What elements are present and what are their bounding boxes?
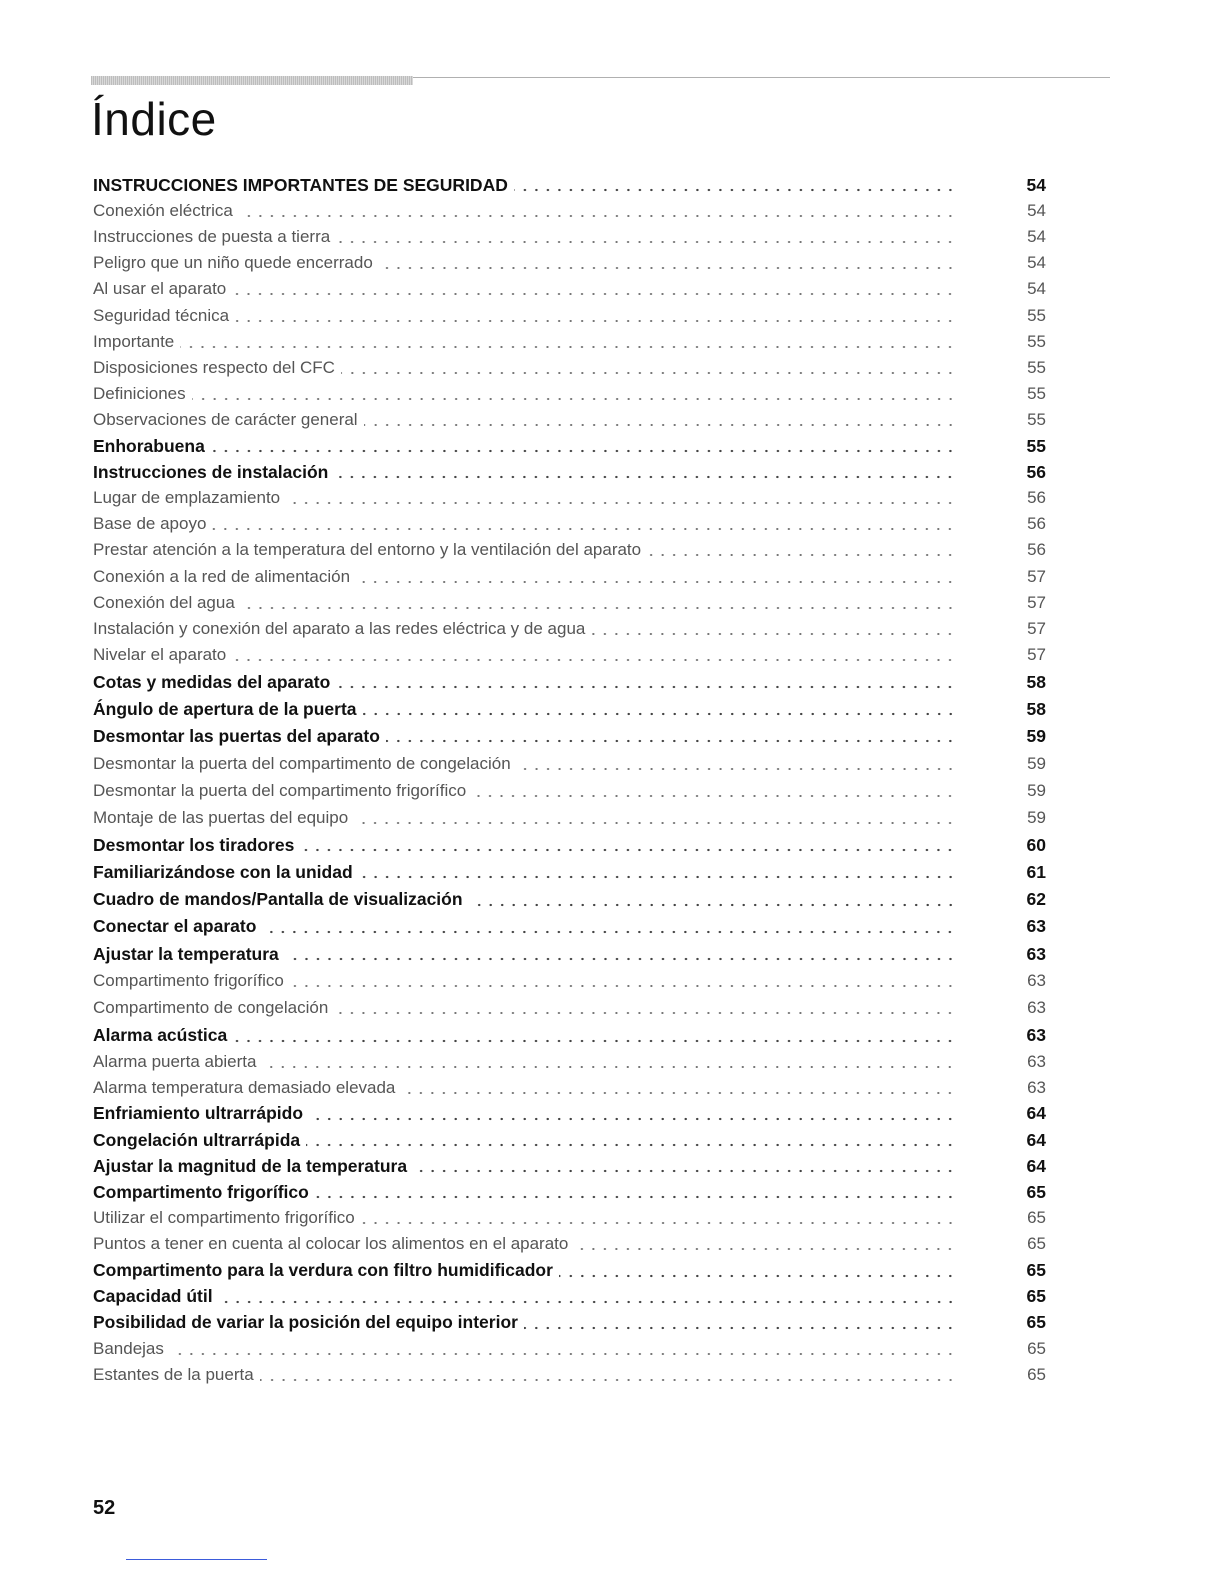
toc-entry[interactable]: [93, 832, 1046, 858]
toc-entry[interactable]: [93, 303, 1046, 329]
toc-dot-leader: [472, 794, 956, 798]
toc-entry[interactable]: [93, 407, 1046, 433]
toc-entry[interactable]: [93, 1049, 1046, 1075]
toc-entry[interactable]: [93, 696, 1046, 722]
toc-entry[interactable]: [93, 511, 1046, 537]
toc-entry-label: Conexión del agua: [93, 592, 235, 612]
toc-entry[interactable]: [93, 537, 1046, 563]
toc-entry[interactable]: [93, 669, 1046, 695]
toc-entry[interactable]: [93, 751, 1046, 777]
toc-entry-page: 63: [1027, 971, 1046, 991]
toc-entry[interactable]: [93, 1258, 1046, 1284]
toc-entry-label: Nivelar el aparato: [93, 644, 227, 664]
toc-entry[interactable]: [93, 381, 1046, 407]
toc-dot-leader: [232, 658, 956, 662]
toc-dot-leader: [290, 984, 956, 988]
toc-entry[interactable]: [93, 995, 1046, 1021]
toc-dot-leader: [341, 371, 956, 375]
toc-entry-page: 65: [1027, 1234, 1046, 1254]
toc-entry-label: Instrucciones de puesta a tierra: [93, 227, 331, 247]
toc-dot-leader: [524, 1326, 956, 1330]
toc-entry-label: Compartimento de congelación: [93, 998, 329, 1018]
toc-entry[interactable]: [93, 914, 1046, 940]
bottom-divider: [126, 1559, 267, 1560]
toc-dot-leader: [334, 1011, 956, 1015]
toc-entry-label: Enfriamiento ultrarrápido: [93, 1103, 304, 1124]
toc-entry-label: Compartimento frigorífico: [93, 1181, 309, 1202]
toc-entry-label: Conectar el aparato: [93, 916, 257, 937]
toc-entry-page: 61: [1026, 861, 1046, 882]
toc-entry-label: Definiciones: [93, 383, 186, 403]
toc-entry-page: 55: [1027, 305, 1046, 325]
toc-entry-page: 58: [1026, 671, 1046, 692]
toc-entry-label: Base de apoyo: [93, 514, 207, 534]
toc-entry-label: Compartimento para la verdura con filtro humidificador: [93, 1260, 553, 1280]
toc-dot-leader: [180, 345, 956, 349]
header-rule: [413, 77, 1110, 78]
toc-dot-leader: [211, 449, 956, 453]
toc-dot-leader: [219, 1300, 956, 1304]
toc-entry-page: 59: [1027, 753, 1046, 773]
toc-dot-leader: [235, 319, 956, 323]
toc-entry-label: Conexión a la red de alimentación: [93, 566, 351, 586]
toc-entry[interactable]: [93, 459, 1046, 485]
toc-entry-label: Seguridad técnica: [93, 305, 230, 325]
toc-entry-page: 65: [1027, 1364, 1046, 1384]
toc-entry-label: INSTRUCCIONES IMPORTANTES DE SEGURIDAD: [93, 174, 508, 195]
toc-entry[interactable]: [93, 1362, 1046, 1388]
toc-entry[interactable]: [93, 1231, 1046, 1257]
toc-entry-label: Enhorabuena: [93, 435, 205, 456]
toc-entry[interactable]: [93, 642, 1046, 668]
toc-entry-page: 64: [1026, 1129, 1046, 1150]
toc-entry-label: Desmontar las puertas del aparato: [93, 725, 380, 746]
toc-entry-label: Alarma puerta abierta: [93, 1051, 257, 1071]
toc-entry-page: 63: [1026, 1025, 1046, 1046]
toc-entry[interactable]: [93, 485, 1046, 511]
toc-dot-leader: [574, 1247, 956, 1251]
toc-dot-leader: [401, 1091, 956, 1095]
toc-dot-leader: [285, 957, 956, 961]
toc-dot-leader: [336, 685, 956, 689]
toc-entry-label: Estantes de la puerta: [93, 1364, 254, 1384]
toc-dot-leader: [356, 580, 956, 584]
toc-dot-leader: [361, 1221, 956, 1225]
toc-entry-page: 57: [1027, 566, 1046, 586]
toc-entry-page: 65: [1026, 1181, 1046, 1202]
toc-entry-page: 56: [1027, 514, 1046, 534]
toc-entry-label: Conexión eléctrica: [93, 201, 233, 221]
toc-entry-label: Puntos a tener en cuenta al colocar los alimentos en el aparato: [93, 1234, 569, 1254]
toc-dot-leader: [336, 240, 956, 244]
toc-entry-label: Desmontar los tiradores: [93, 834, 295, 855]
toc-dot-leader: [306, 1143, 956, 1147]
toc-dot-leader: [469, 903, 956, 907]
toc-entry-page: 57: [1027, 592, 1046, 612]
toc-entry-label: Importante: [93, 331, 175, 351]
toc-entry[interactable]: [93, 1153, 1046, 1179]
toc-dot-leader: [232, 292, 956, 296]
toc-dot-leader: [559, 1274, 956, 1278]
toc-entry[interactable]: [93, 564, 1046, 590]
toc-entry-page: 56: [1027, 540, 1046, 560]
toc-entry[interactable]: [93, 1023, 1046, 1049]
toc-dot-leader: [309, 1117, 956, 1121]
toc-dot-leader: [170, 1352, 956, 1356]
toc-entry[interactable]: [93, 355, 1046, 381]
toc-entry-label: Ángulo de apertura de la puerta: [93, 698, 357, 719]
toc-entry-page: 54: [1027, 201, 1046, 221]
toc-entry[interactable]: [93, 941, 1046, 967]
toc-entry[interactable]: [93, 887, 1046, 913]
toc-entry[interactable]: [93, 1336, 1046, 1362]
toc-entry-page: 65: [1026, 1286, 1046, 1307]
toc-entry-page: 56: [1027, 488, 1046, 508]
toc-entry-label: Capacidad útil: [93, 1286, 213, 1307]
toc-dot-leader: [517, 767, 956, 771]
toc-dot-leader: [591, 632, 956, 636]
toc-entry[interactable]: [93, 1127, 1046, 1153]
toc-entry-page: 65: [1026, 1312, 1046, 1333]
toc-entry-label: Alarma temperatura demasiado elevada: [93, 1077, 396, 1097]
toc-entry-label: Alarma acústica: [93, 1025, 228, 1046]
toc-entry[interactable]: [93, 590, 1046, 616]
toc-entry-label: Familiarizándose con la unidad: [93, 861, 353, 882]
toc-dot-leader: [359, 875, 956, 879]
toc-entry[interactable]: [93, 1310, 1046, 1336]
toc-entry-page: 55: [1027, 383, 1046, 403]
toc-dot-leader: [386, 739, 956, 743]
toc-entry-page: 54: [1027, 227, 1046, 247]
toc-dot-leader: [262, 1065, 956, 1069]
toc-entry-label: Prestar atención a la temperatura del entorno y la ventilación del aparato: [93, 540, 642, 560]
toc-entry-label: Ajustar la temperatura: [93, 943, 279, 964]
toc-entry-label: Compartimento frigorífico: [93, 971, 284, 991]
toc-entry-label: Instrucciones de instalación: [93, 461, 329, 482]
toc-entry-label: Lugar de emplazamiento: [93, 488, 281, 508]
toc-entry-page: 65: [1027, 1338, 1046, 1358]
toc-entry[interactable]: [93, 805, 1046, 831]
toc-dot-leader: [379, 266, 956, 270]
toc-entry[interactable]: [93, 198, 1046, 224]
toc-dot-leader: [354, 821, 956, 825]
toc-dot-leader: [334, 475, 956, 479]
toc-entry-label: Peligro que un niño quede encerrado: [93, 253, 373, 273]
toc-entry[interactable]: [93, 1075, 1046, 1101]
toc-entry[interactable]: [93, 276, 1046, 302]
toc-entry-page: 65: [1026, 1260, 1046, 1280]
toc-entry-page: 63: [1026, 916, 1046, 937]
toc-entry-page: 65: [1027, 1208, 1046, 1228]
toc-entry[interactable]: [93, 968, 1046, 994]
toc-entry-page: 55: [1027, 357, 1046, 377]
toc-entry-page: 60: [1026, 834, 1046, 855]
toc-entry[interactable]: [93, 1205, 1046, 1231]
toc-entry-page: 55: [1026, 435, 1046, 456]
toc-entry-page: 63: [1026, 943, 1046, 964]
toc-entry-page: 55: [1027, 331, 1046, 351]
toc-entry-page: 63: [1027, 998, 1046, 1018]
toc-entry-label: Al usar el aparato: [93, 279, 227, 299]
toc-entry-label: Desmontar la puerta del compartimento de congelación: [93, 753, 511, 773]
toc-entry[interactable]: [93, 1179, 1046, 1205]
toc-dot-leader: [192, 397, 956, 401]
toc-entry-page: 63: [1027, 1077, 1046, 1097]
toc-dot-leader: [286, 501, 956, 505]
toc-dot-leader: [239, 214, 956, 218]
toc-entry-label: Cuadro de mandos/Pantalla de visualización: [93, 889, 463, 910]
toc-entry-page: 55: [1027, 409, 1046, 429]
toc-entry-label: Instalación y conexión del aparato a las redes eléctrica y de agua: [93, 618, 586, 638]
toc-entry[interactable]: [93, 172, 1046, 198]
toc-entry-label: Cotas y medidas del aparato: [93, 671, 331, 692]
toc-entry-label: Disposiciones respecto del CFC: [93, 357, 335, 377]
toc-entry-page: 54: [1026, 174, 1046, 195]
toc-entry[interactable]: [93, 616, 1046, 642]
toc-entry[interactable]: [93, 1284, 1046, 1310]
page-title: Índice: [91, 93, 217, 145]
toc-dot-leader: [212, 527, 956, 531]
page-number: 52: [93, 1497, 116, 1519]
toc-entry-page: 58: [1026, 698, 1046, 719]
toc-entry-label: Desmontar la puerta del compartimento frigorífico: [93, 780, 467, 800]
toc-entry[interactable]: [93, 778, 1046, 804]
toc-dot-leader: [413, 1169, 956, 1173]
toc-entry[interactable]: [93, 250, 1046, 276]
toc-dot-leader: [315, 1195, 956, 1199]
toc-entry[interactable]: [93, 723, 1046, 749]
toc-dot-leader: [300, 848, 956, 852]
toc-dot-leader: [647, 553, 956, 557]
toc-entry-page: 63: [1027, 1051, 1046, 1071]
toc-entry[interactable]: [93, 224, 1046, 250]
toc-dot-leader: [262, 930, 956, 934]
toc-entry-page: 54: [1027, 279, 1046, 299]
toc-entry-label: Ajustar la magnitud de la temperatura: [93, 1155, 408, 1176]
toc-entry-page: 64: [1026, 1103, 1046, 1124]
header-shade-bar: [91, 76, 413, 85]
toc-dot-leader: [241, 606, 956, 610]
toc-entry[interactable]: [93, 859, 1046, 885]
toc-entry-label: Bandejas: [93, 1338, 164, 1358]
toc-entry-page: 59: [1027, 780, 1046, 800]
toc-entry-label: Observaciones de carácter general: [93, 409, 358, 429]
toc-entry-label: Utilizar el compartimento frigorífico: [93, 1208, 355, 1228]
toc-dot-leader: [260, 1378, 956, 1382]
toc-entry-page: 64: [1026, 1155, 1046, 1176]
toc-entry-page: 57: [1027, 618, 1046, 638]
toc-entry[interactable]: [93, 433, 1046, 459]
toc-entry-label: Posibilidad de variar la posición del equipo interior: [93, 1312, 518, 1333]
toc-entry-page: 54: [1027, 253, 1046, 273]
toc-dot-leader: [364, 423, 956, 427]
toc-entry-page: 62: [1026, 889, 1046, 910]
toc-entry[interactable]: [93, 1101, 1046, 1127]
toc-dot-leader: [514, 188, 956, 192]
toc-entry-page: 59: [1027, 808, 1046, 827]
toc-dot-leader: [233, 1039, 956, 1043]
toc-entry-label: Montaje de las puertas del equipo: [93, 808, 349, 827]
toc-entry[interactable]: [93, 329, 1046, 355]
toc-entry-page: 57: [1027, 644, 1046, 664]
toc-entry-label: Congelación ultrarrápida: [93, 1129, 301, 1150]
toc-entry-page: 56: [1026, 461, 1046, 482]
toc-entry-page: 59: [1026, 725, 1046, 746]
toc-dot-leader: [363, 712, 956, 716]
